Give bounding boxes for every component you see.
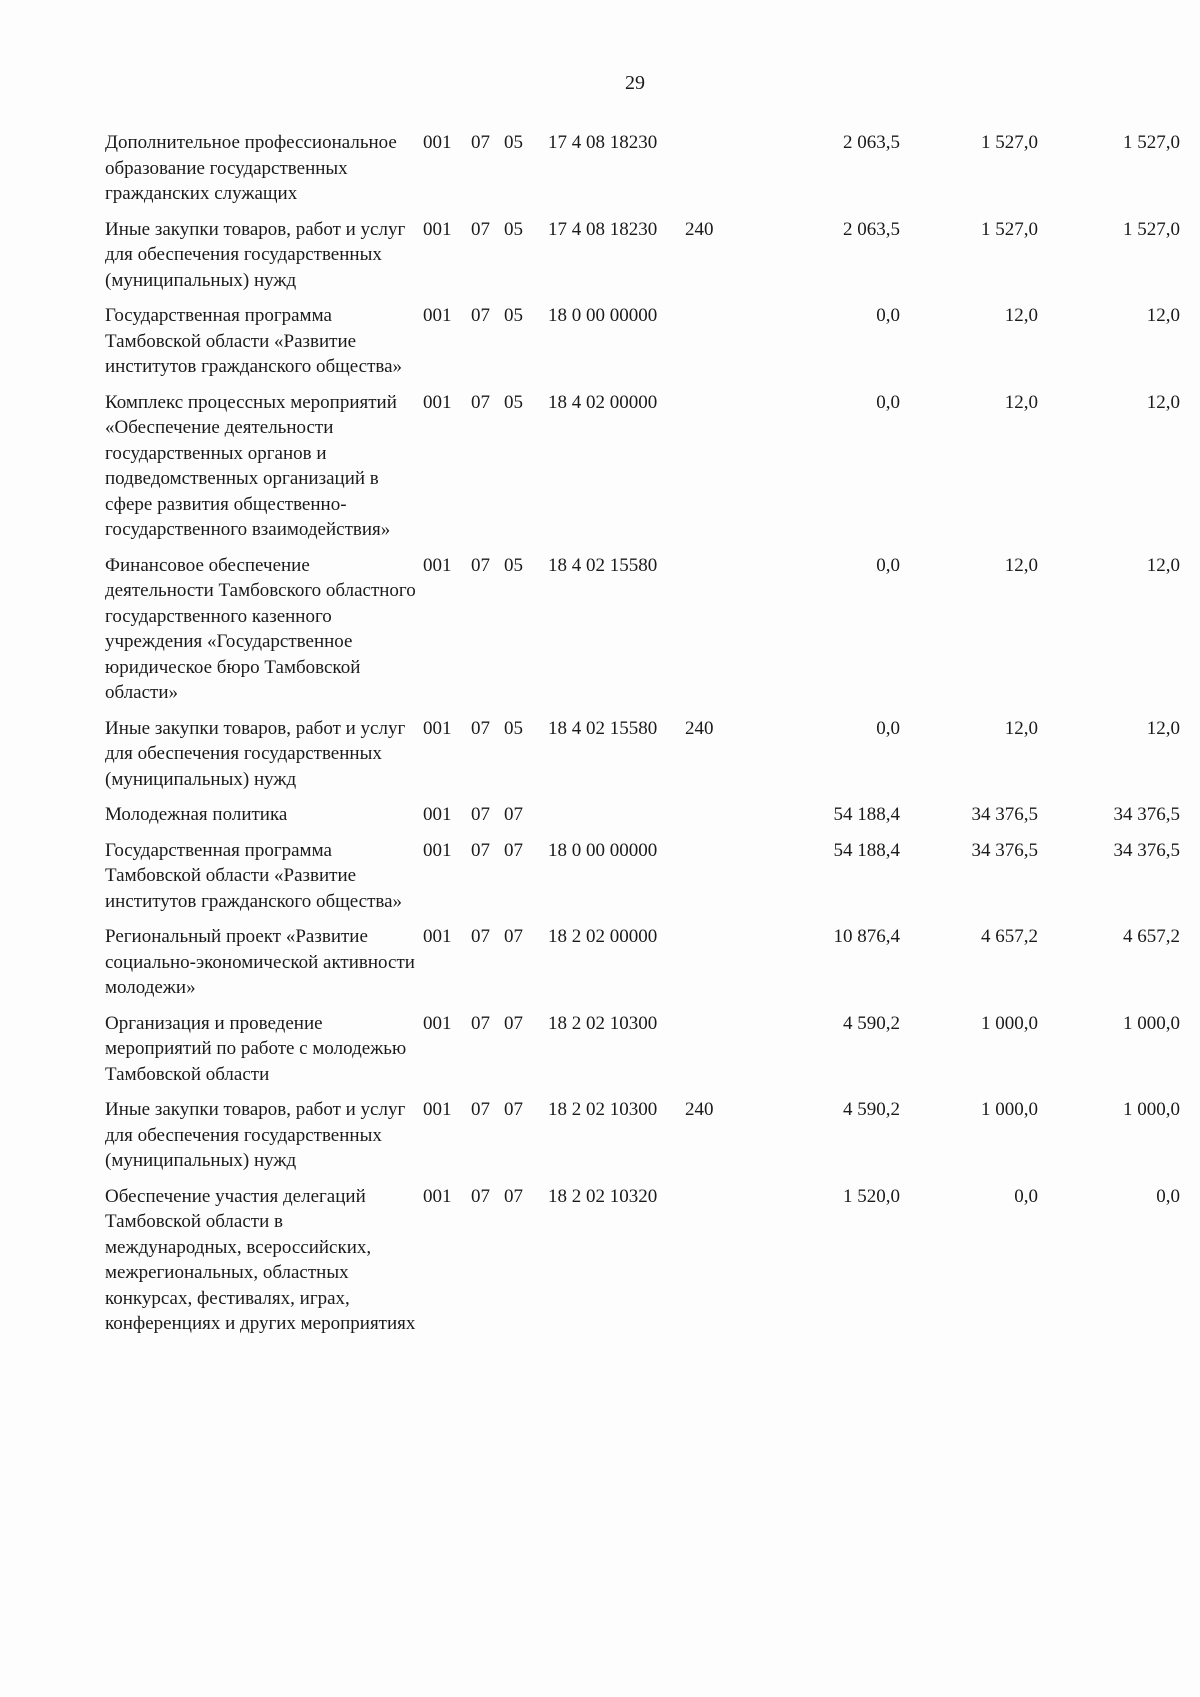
table-row: [105, 802, 1180, 838]
section-code: 07: [471, 804, 490, 825]
target-article-code: 17 4 08 18230: [548, 218, 658, 240]
ministry-code: 001: [423, 132, 452, 153]
amount-year-2: 4 657,2: [981, 926, 1038, 947]
ministry-code: 001: [423, 305, 452, 326]
amount-year-3: 1 527,0: [1123, 132, 1180, 153]
item-name: Организация и проведение мероприятий по работе с молодежью Тамбовской области: [105, 1012, 407, 1085]
item-name: Дополнительное профессиональное образование государственных гражданских служащих: [105, 132, 397, 204]
amount-year-2: 12,0: [1004, 717, 1038, 739]
amount-year-3: 12,0: [1146, 554, 1180, 576]
amount-year-2: 1 000,0: [981, 1099, 1038, 1120]
amount-year-3: 1 000,0: [1123, 1012, 1180, 1034]
section-code: 07: [471, 218, 490, 240]
amount-year-2: 34 376,5: [971, 804, 1038, 825]
section-code: 07: [471, 132, 490, 153]
table-row: [105, 217, 1180, 304]
expense-type-code: [685, 553, 745, 716]
amount-year-1: 54 188,4: [833, 839, 900, 861]
item-name: Региональный проект «Развитие социально-экономической активности молодежи»: [105, 926, 415, 998]
subsection-code: 07: [504, 1099, 523, 1120]
amount-year-1: 54 188,4: [833, 804, 900, 825]
section-code: 07: [471, 717, 490, 739]
amount-year-2: 0,0: [1014, 1185, 1038, 1207]
section-code: 07: [471, 926, 490, 947]
section-code: 07: [471, 391, 490, 413]
amount-year-1: 0,0: [876, 717, 900, 739]
amount-year-1: 0,0: [876, 554, 900, 576]
ministry-code: 001: [423, 391, 452, 413]
amount-year-3: 1 000,0: [1123, 1099, 1180, 1120]
expense-type-code: 240: [685, 218, 714, 240]
table-row: [105, 716, 1180, 803]
amount-year-2: 1 000,0: [981, 1012, 1038, 1034]
subsection-code: 05: [504, 554, 523, 576]
expense-type-code: [685, 130, 745, 217]
subsection-code: 07: [504, 926, 523, 947]
ministry-code: 001: [423, 839, 452, 861]
item-name: Государственная программа Тамбовской области «Развитие институтов гражданского общества»: [105, 305, 403, 377]
subsection-code: 05: [504, 717, 523, 739]
table-row: [105, 924, 1180, 1011]
item-name: Финансовое обеспечение деятельности Тамбовского областного государственного казенного учреждения «Государственное юридическое бюро Тамбовской области»: [105, 554, 416, 703]
section-code: 07: [471, 839, 490, 861]
target-article-code: 18 2 02 10300: [548, 1099, 658, 1120]
amount-year-2: 34 376,5: [971, 839, 1038, 861]
table-row: [105, 838, 1180, 925]
table-row: [105, 1184, 1180, 1347]
expense-type-code: [685, 390, 745, 553]
expense-type-code: [685, 303, 745, 390]
ministry-code: 001: [423, 1099, 452, 1120]
item-name: Комплекс процессных мероприятий «Обеспечение деятельности государственных органов и подведомственных организаций в сфере развития общественно-государственного взаимодействия»: [105, 391, 397, 540]
target-article-code: 18 4 02 00000: [548, 391, 658, 413]
amount-year-1: 0,0: [876, 305, 900, 326]
subsection-code: 05: [504, 391, 523, 413]
subsection-code: 05: [504, 218, 523, 240]
amount-year-3: 0,0: [1156, 1185, 1180, 1207]
subsection-code: 07: [504, 839, 523, 861]
amount-year-3: 1 527,0: [1123, 218, 1180, 240]
subsection-code: 07: [504, 804, 523, 825]
amount-year-2: 1 527,0: [981, 132, 1038, 153]
subsection-code: 05: [504, 305, 523, 326]
expense-type-code: 240: [685, 717, 714, 739]
amount-year-3: 34 376,5: [1113, 839, 1180, 861]
amount-year-3: 4 657,2: [1123, 926, 1180, 947]
ministry-code: 001: [423, 1185, 452, 1207]
section-code: 07: [471, 1185, 490, 1207]
expense-type-code: [685, 1011, 745, 1098]
amount-year-3: 34 376,5: [1113, 804, 1180, 825]
budget-table-body: [105, 130, 1180, 1347]
ministry-code: 001: [423, 554, 452, 576]
amount-year-1: 1 520,0: [843, 1185, 900, 1207]
amount-year-2: 12,0: [1004, 305, 1038, 326]
amount-year-1: 2 063,5: [843, 218, 900, 240]
table-row: [105, 303, 1180, 390]
table-row: [105, 390, 1180, 553]
target-article-code: 17 4 08 18230: [548, 132, 658, 153]
expense-type-code: [685, 838, 745, 925]
table-row: [105, 1097, 1180, 1184]
amount-year-1: 4 590,2: [843, 1099, 900, 1120]
item-name: Государственная программа Тамбовской области «Развитие институтов гражданского общества»: [105, 839, 403, 912]
target-article-code: 18 2 02 00000: [548, 926, 658, 947]
table-row: [105, 553, 1180, 716]
subsection-code: 05: [504, 132, 523, 153]
expense-type-code: [685, 1184, 745, 1347]
target-article-code: 18 0 00 00000: [548, 305, 658, 326]
expense-type-code: [685, 802, 745, 838]
target-article-code: 18 4 02 15580: [548, 717, 658, 739]
section-code: 07: [471, 305, 490, 326]
target-article-code: 18 2 02 10320: [548, 1185, 658, 1207]
ministry-code: 001: [423, 218, 452, 240]
amount-year-1: 4 590,2: [843, 1012, 900, 1034]
ministry-code: 001: [423, 1012, 452, 1034]
amount-year-3: 12,0: [1146, 391, 1180, 413]
ministry-code: 001: [423, 717, 452, 739]
subsection-code: 07: [504, 1012, 523, 1034]
item-name: Иные закупки товаров, работ и услуг для обеспечения государственных (муниципальных) нужд: [105, 717, 406, 790]
amount-year-2: 12,0: [1004, 391, 1038, 413]
section-code: 07: [471, 554, 490, 576]
target-article-code: [548, 802, 685, 838]
item-name: Иные закупки товаров, работ и услуг для обеспечения государственных (муниципальных) нужд: [105, 218, 406, 291]
amount-year-2: 12,0: [1004, 554, 1038, 576]
amount-year-3: 12,0: [1146, 305, 1180, 326]
expense-type-code: [685, 924, 745, 1011]
item-name: Иные закупки товаров, работ и услуг для обеспечения государственных (муниципальных) нужд: [105, 1099, 406, 1171]
table-row: [105, 1011, 1180, 1098]
item-name: Обеспечение участия делегаций Тамбовской области в международных, всероссийских, межрегиональных, областных конкурсах, фестивалях, играх, конференциях и других мероприятиях: [105, 1185, 416, 1334]
table-row: [105, 130, 1180, 217]
target-article-code: 18 2 02 10300: [548, 1012, 658, 1034]
expense-type-code: 240: [685, 1099, 714, 1120]
amount-year-2: 1 527,0: [981, 218, 1038, 240]
ministry-code: 001: [423, 926, 452, 947]
amount-year-1: 2 063,5: [843, 132, 900, 153]
ministry-code: 001: [423, 804, 452, 825]
item-name: Молодежная политика: [105, 804, 288, 825]
amount-year-1: 0,0: [876, 391, 900, 413]
budget-table: [105, 130, 1180, 1347]
section-code: 07: [471, 1099, 490, 1120]
target-article-code: 18 4 02 15580: [548, 554, 658, 576]
target-article-code: 18 0 00 00000: [548, 839, 658, 861]
section-code: 07: [471, 1012, 490, 1034]
page-number: 29: [625, 72, 645, 94]
amount-year-1: 10 876,4: [833, 926, 900, 947]
subsection-code: 07: [504, 1185, 523, 1207]
amount-year-3: 12,0: [1146, 717, 1180, 739]
